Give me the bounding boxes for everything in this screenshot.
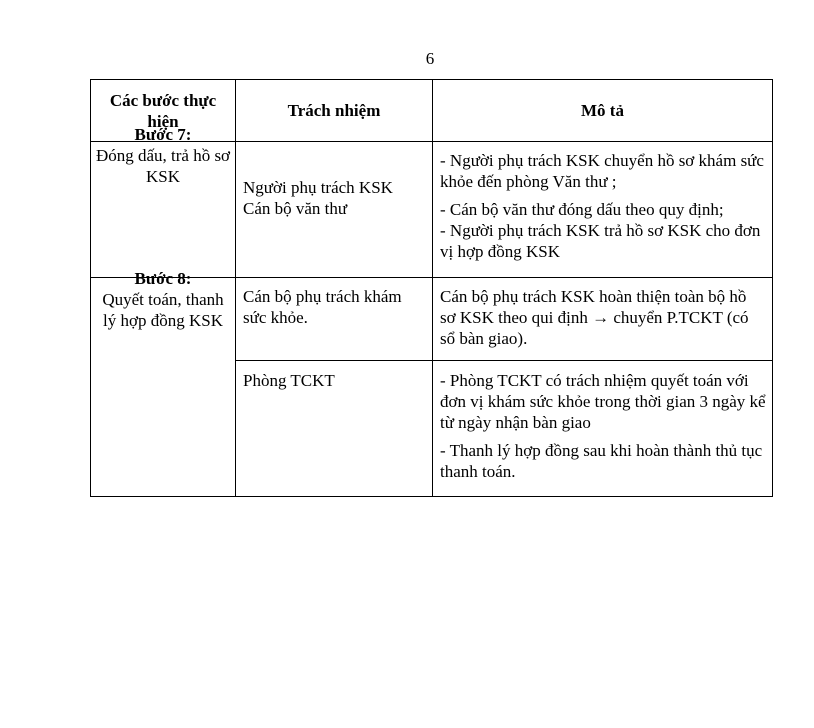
table-row-step-8-a: [91, 278, 773, 361]
step-7-description: [433, 142, 773, 278]
header-description-label: Mô tả: [581, 101, 624, 120]
step-7-responsibility-line-2: Cán bộ văn thư: [243, 199, 348, 218]
step-7-desc: Đóng dấu, trả hồ sơ KSK: [95, 146, 231, 186]
step-8-desc: Quyết toán, thanh lý hợp đồng KSK: [102, 290, 224, 330]
step-8-responsibility-2-text: Phòng TCKT: [243, 371, 335, 390]
step-8-responsibility-1-text: Cán bộ phụ trách khám sức khỏe.: [243, 287, 402, 327]
step-8-desc-item-2: - Thanh lý hợp đồng sau khi hoàn thành thủ tục thanh toán.: [440, 441, 763, 481]
step-8-cell: [91, 269, 236, 497]
step-7-desc-item-3: - Người phụ trách KSK trả hồ sơ KSK cho đơn vị hợp đồng KSK: [440, 221, 761, 261]
step-8-responsibility-1: [236, 278, 433, 361]
step-8-description-1-text: Cán bộ phụ trách KSK hoàn thiện toàn bộ hồ sơ KSK theo qui định → chuyển P.TCKT (có sổ bàn giao).: [440, 287, 749, 348]
step-8-description-2: [433, 361, 773, 497]
step-7-cell: [91, 125, 236, 278]
step-7-title: Bước 7:: [134, 125, 192, 144]
header-responsibility: [236, 80, 433, 142]
step-7-responsibility: [236, 142, 433, 278]
step-8-title: Bước 8:: [134, 269, 192, 288]
header-responsibility-label: Trách nhiệm: [287, 101, 381, 120]
step-8-description-1: [433, 278, 773, 361]
step-7-desc-item-2: - Cán bộ văn thư đóng dấu theo quy định;: [440, 200, 724, 219]
header-steps-label: Các bước thực hiện: [109, 90, 217, 131]
step-7-responsibility-line-1: Người phụ trách KSK: [243, 178, 393, 197]
header-description: [433, 80, 773, 142]
step-8-responsibility-2: [236, 361, 433, 497]
process-table: [90, 79, 773, 497]
page-number: 6: [425, 49, 435, 68]
table-row-step-7: [91, 142, 773, 278]
step-8-desc-item-1: - Phòng TCKT có trách nhiệm quyết toán với đơn vị khám sức khỏe trong thời gian 3 ngày kể từ ngày nhận bàn giao: [440, 371, 766, 432]
step-7-desc-item-1: - Người phụ trách KSK chuyển hồ sơ khám sức khỏe đến phòng Văn thư ;: [440, 151, 764, 191]
